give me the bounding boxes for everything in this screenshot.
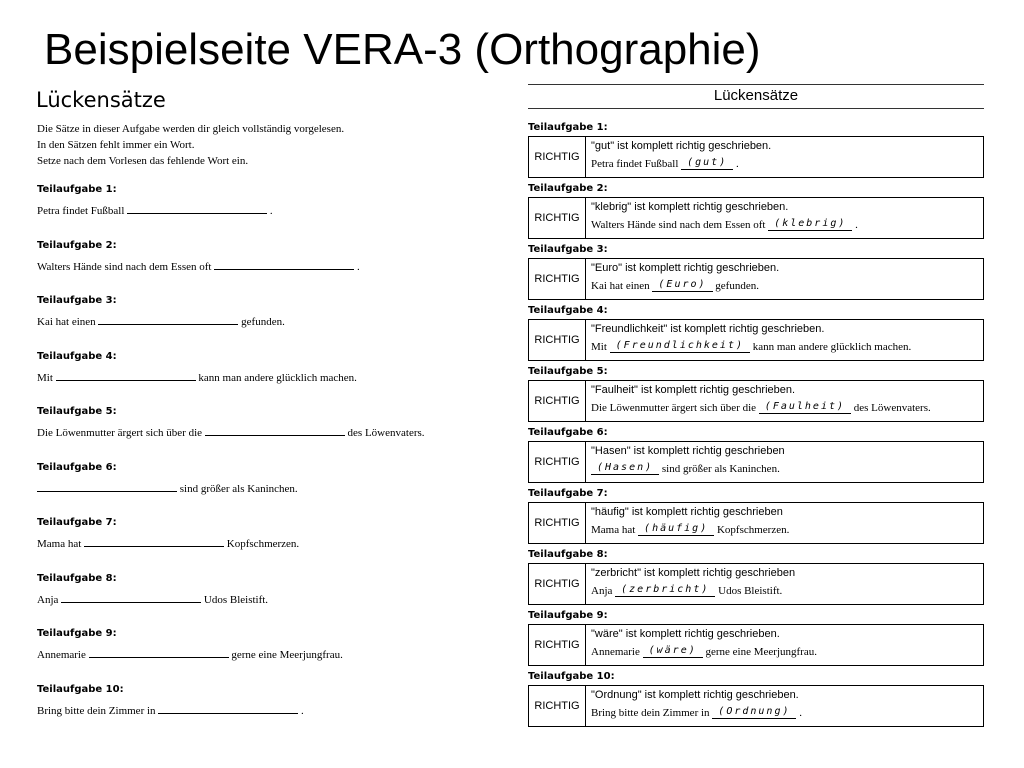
- sentence-end: .: [735, 158, 739, 170]
- solution-block: [528, 305, 984, 361]
- task-sentence: [37, 260, 417, 275]
- task-sentence: [37, 482, 417, 497]
- solution-note: "häufig" ist komplett richtig geschrieben: [591, 506, 783, 518]
- task-sentence: [37, 204, 417, 219]
- sentence-end: gefunden.: [241, 316, 285, 328]
- task-heading: Teilaufgabe 2:: [37, 240, 117, 251]
- sentence-end: kann man andere glücklich machen.: [752, 341, 912, 353]
- solution-block: [528, 244, 984, 300]
- sentence-start: Bring bitte dein Zimmer in: [591, 707, 710, 719]
- solution-box: [528, 136, 984, 178]
- solution-sentence: [591, 276, 983, 296]
- sentence-end: gerne eine Meerjungfrau.: [231, 649, 343, 661]
- solution-heading: Teilaufgabe 1:: [528, 122, 608, 133]
- solution-block: [528, 549, 984, 605]
- task-block: [37, 239, 417, 275]
- task-heading: Teilaufgabe 1:: [37, 184, 117, 195]
- sentence-start: Mama hat: [591, 524, 636, 536]
- heading-rule: [528, 108, 984, 109]
- solution-heading: Teilaufgabe 3:: [528, 244, 608, 255]
- sentence-end: Kopfschmerzen.: [716, 524, 790, 536]
- sentence-start: Walters Hände sind nach dem Essen oft: [37, 261, 212, 273]
- solution-body: [586, 503, 983, 543]
- task-block: [37, 183, 417, 219]
- answer-blank[interactable]: [61, 593, 201, 603]
- solution-block: [528, 427, 984, 483]
- solution-sentence: [591, 154, 983, 174]
- answer-blank[interactable]: [56, 371, 196, 381]
- solutions-heading: Lückensätze: [713, 87, 799, 104]
- solution-box: [528, 319, 984, 361]
- instruction-line: Die Sätze in dieser Aufgabe werden dir gleich vollständig vorgelesen.: [37, 123, 345, 135]
- solution-sentence: [591, 459, 983, 479]
- sentence-start: Mit: [591, 341, 607, 353]
- task-block: [37, 516, 417, 552]
- sentence-start: Die Löwenmutter ärgert sich über die: [37, 427, 203, 439]
- solution-heading: Teilaufgabe 4:: [528, 305, 608, 316]
- task-heading: Teilaufgabe 8:: [37, 573, 117, 584]
- answer-blank[interactable]: [84, 537, 224, 547]
- task-heading: Teilaufgabe 5:: [37, 406, 117, 417]
- sentence-start: Die Löwenmutter ärgert sich über die: [591, 402, 757, 414]
- handwritten-answer: (wäre): [643, 644, 703, 658]
- solution-note: "zerbricht" ist komplett richtig geschrieben: [591, 567, 796, 579]
- solution-block: [528, 183, 984, 239]
- task-heading: Teilaufgabe 7:: [37, 517, 117, 528]
- solution-note: "Euro" ist komplett richtig geschrieben.: [591, 262, 780, 274]
- task-sentence: [37, 537, 417, 552]
- result-label: RICHTIG: [529, 381, 586, 421]
- sentence-start: Walters Hände sind nach dem Essen oft: [591, 219, 766, 231]
- solution-note: "Freundlichkeit" ist komplett richtig geschrieben.: [591, 323, 825, 335]
- task-block: [37, 461, 417, 497]
- sentence-start: Mama hat: [37, 538, 82, 550]
- sentence-start: Annemarie: [37, 649, 86, 661]
- result-label: RICHTIG: [529, 686, 586, 726]
- sentence-start: Kai hat einen: [37, 316, 96, 328]
- sentence-start: Mit: [37, 372, 53, 384]
- answer-blank[interactable]: [89, 648, 229, 658]
- sentence-start: Bring bitte dein Zimmer in: [37, 705, 156, 717]
- result-label: RICHTIG: [529, 320, 586, 360]
- task-block: [37, 294, 417, 330]
- handwritten-answer: (Faulheit): [759, 400, 851, 414]
- answer-blank[interactable]: [98, 315, 238, 325]
- task-heading: Teilaufgabe 4:: [37, 351, 117, 362]
- answer-blank[interactable]: [158, 704, 298, 714]
- handwritten-answer: (klebrig): [768, 217, 852, 231]
- task-block: [37, 350, 417, 386]
- solution-note: "Ordnung" ist komplett richtig geschrieben.: [591, 689, 799, 701]
- solution-box: [528, 197, 984, 239]
- task-heading: Teilaufgabe 6:: [37, 462, 117, 473]
- top-rule: [528, 84, 984, 85]
- solution-body: [586, 686, 983, 726]
- solution-block: [528, 122, 984, 178]
- solution-note: "wäre" ist komplett richtig geschrieben.: [591, 628, 780, 640]
- solution-heading: Teilaufgabe 6:: [528, 427, 608, 438]
- instruction-line: Setze nach dem Vorlesen das fehlende Wort ein.: [37, 155, 249, 167]
- solution-body: [586, 625, 983, 665]
- solution-body: [586, 564, 983, 604]
- solution-box: [528, 685, 984, 727]
- solution-heading: Teilaufgabe 8:: [528, 549, 608, 560]
- solution-note: "Faulheit" ist komplett richtig geschrieben.: [591, 384, 796, 396]
- sentence-end: .: [269, 205, 273, 217]
- solution-sentence: [591, 215, 983, 235]
- task-sentence: [37, 593, 417, 608]
- task-heading: Teilaufgabe 3:: [37, 295, 117, 306]
- solution-sentence: [591, 642, 983, 662]
- task-sentence: [37, 315, 417, 330]
- solution-sentence: [591, 337, 983, 357]
- solution-box: [528, 563, 984, 605]
- solution-heading: Teilaufgabe 10:: [528, 671, 615, 682]
- result-label: RICHTIG: [529, 625, 586, 665]
- handwritten-answer: (Hasen): [591, 461, 659, 475]
- sentence-end: Udos Bleistift.: [203, 594, 269, 606]
- solution-heading: Teilaufgabe 2:: [528, 183, 608, 194]
- sentence-start: Petra findet Fußball: [591, 158, 679, 170]
- solution-heading: Teilaufgabe 7:: [528, 488, 608, 499]
- answer-blank[interactable]: [127, 204, 267, 214]
- sentence-end: sind größer als Kaninchen.: [179, 483, 298, 495]
- sentence-end: .: [301, 705, 304, 717]
- solution-block: [528, 488, 984, 544]
- instruction-line: In den Sätzen fehlt immer ein Wort.: [37, 139, 195, 151]
- answer-blank[interactable]: [37, 482, 177, 492]
- sentence-end: kann man andere glücklich machen.: [198, 372, 357, 384]
- result-label: RICHTIG: [529, 503, 586, 543]
- sentence-end: des Löwenvaters.: [853, 402, 931, 414]
- sentence-start: Anja: [591, 585, 613, 597]
- handwritten-answer: (Ordnung): [712, 705, 796, 719]
- instructions: [37, 121, 344, 169]
- sentence-end: Udos Bleistift.: [718, 585, 783, 597]
- solution-body: [586, 442, 983, 482]
- solution-sentence: [591, 398, 983, 418]
- handwritten-answer: (Freundlichkeit): [610, 339, 750, 353]
- sentence-end: .: [855, 219, 858, 231]
- sentence-start: Anja: [37, 594, 59, 606]
- result-label: RICHTIG: [529, 259, 586, 299]
- solution-heading: Teilaufgabe 9:: [528, 610, 608, 621]
- result-label: RICHTIG: [529, 137, 586, 177]
- solution-note: "klebrig" ist komplett richtig geschrieben.: [591, 201, 789, 213]
- solution-body: [586, 259, 983, 299]
- solution-sentence: [591, 581, 983, 601]
- task-sentence: [37, 371, 417, 386]
- solution-box: [528, 502, 984, 544]
- task-sentence: [37, 648, 417, 663]
- task-block: [37, 405, 425, 441]
- task-block: [37, 683, 417, 719]
- answer-blank[interactable]: [214, 260, 354, 270]
- sentence-end: gefunden.: [715, 280, 759, 292]
- handwritten-answer: (Euro): [652, 278, 712, 292]
- answer-blank[interactable]: [205, 426, 345, 436]
- sentence-start: Annemarie: [591, 646, 640, 658]
- task-block: [37, 627, 417, 663]
- task-heading: Teilaufgabe 10:: [37, 684, 124, 695]
- solution-box: [528, 258, 984, 300]
- solution-sentence: [591, 520, 983, 540]
- solution-note: "Hasen" ist komplett richtig geschrieben: [591, 445, 785, 457]
- result-label: RICHTIG: [529, 564, 586, 604]
- solution-body: [586, 198, 983, 238]
- sentence-end: .: [799, 707, 802, 719]
- task-sentence: [37, 704, 417, 719]
- solution-body: [586, 320, 983, 360]
- sentence-end: gerne eine Meerjungfrau.: [705, 646, 817, 658]
- handwritten-answer: (zerbricht): [615, 583, 715, 597]
- sentence-end: des Löwenvaters.: [347, 427, 425, 439]
- solution-block: [528, 610, 984, 666]
- sentence-start: Kai hat einen: [591, 280, 650, 292]
- task-heading: Teilaufgabe 9:: [37, 628, 117, 639]
- solution-heading: Teilaufgabe 5:: [528, 366, 608, 377]
- handwritten-answer: (häufig): [638, 522, 714, 536]
- sentence-end: .: [356, 261, 360, 273]
- worksheet-subtitle: Lückensätze: [36, 88, 166, 112]
- page-title: Beispielseite VERA-3 (Orthographie): [44, 25, 761, 74]
- solution-box: [528, 380, 984, 422]
- solution-note: "gut" ist komplett richtig geschrieben.: [591, 140, 772, 152]
- solution-box: [528, 441, 984, 483]
- sentence-end: sind größer als Kaninchen.: [661, 463, 780, 475]
- solution-box: [528, 624, 984, 666]
- sentence-start: Petra findet Fußball: [37, 205, 125, 217]
- task-sentence: [37, 426, 425, 441]
- solution-sentence: [591, 703, 983, 723]
- result-label: RICHTIG: [529, 198, 586, 238]
- handwritten-answer: (gut): [681, 156, 733, 170]
- solution-body: [586, 381, 983, 421]
- result-label: RICHTIG: [529, 442, 586, 482]
- solution-block: [528, 671, 984, 727]
- sentence-end: Kopfschmerzen.: [226, 538, 300, 550]
- solution-body: [586, 137, 983, 177]
- solution-block: [528, 366, 984, 422]
- task-block: [37, 572, 417, 608]
